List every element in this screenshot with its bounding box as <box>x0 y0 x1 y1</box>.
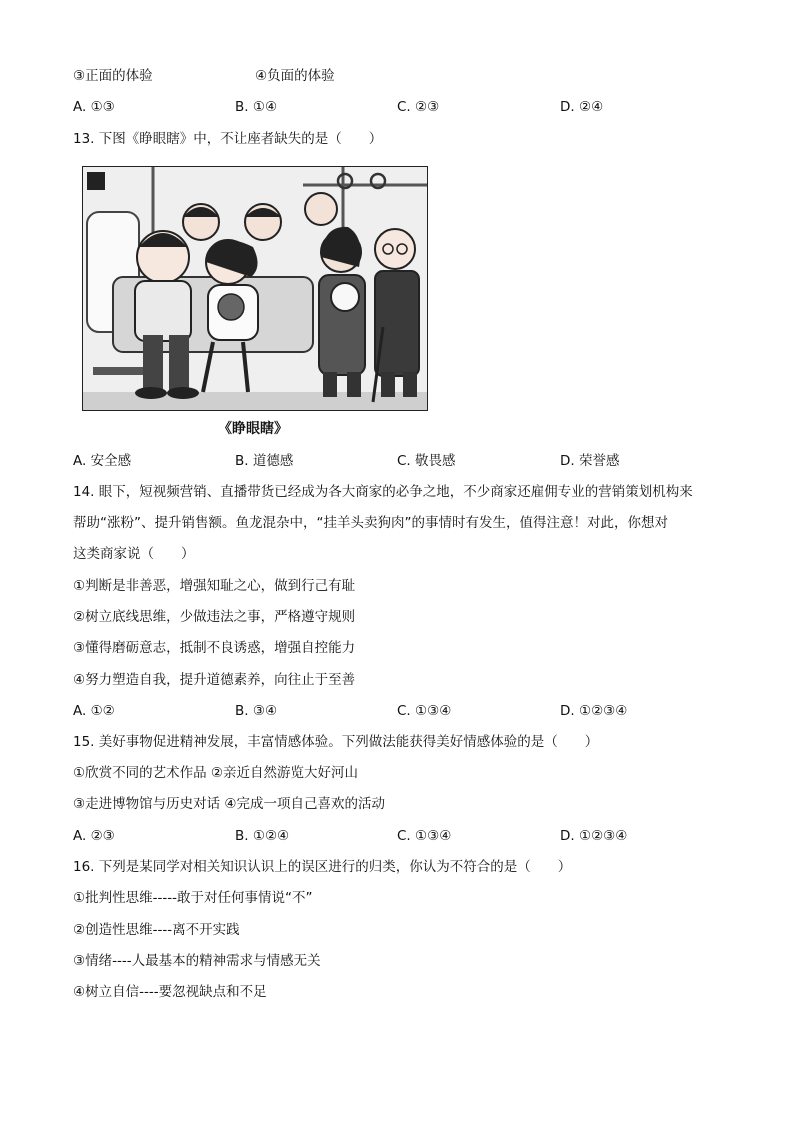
q13-option-c: C. 敬畏感 <box>397 453 456 469</box>
q16-item-2: ②创造性思维----离不开实践 <box>73 922 240 938</box>
cartoon-caption: 《睁眼瞎》 <box>218 421 288 437</box>
q16-item-1: ①批判性思维-----敢于对任何事情说“不” <box>73 890 313 906</box>
q16-item-4: ④树立自信----要忽视缺点和不足 <box>73 984 267 1000</box>
q12-option-c: C. ②③ <box>397 99 440 115</box>
q14-option-d: D. ①②③④ <box>560 703 628 719</box>
q13-option-a: A. 安全感 <box>73 453 132 469</box>
q14-item-4: ④努力塑造自我，提升道德素养，向往止于至善 <box>73 672 356 688</box>
q14-item-2: ②树立底线思维，少做违法之事，严格遵守规则 <box>73 609 356 625</box>
q12-option-b: B. ①④ <box>235 99 278 115</box>
q15-stem: 15. 美好事物促进精神发展，丰富情感体验。下列做法能获得美好情感体验的是（ ） <box>73 734 599 750</box>
q15-option-d: D. ①②③④ <box>560 828 628 844</box>
q14-option-c: C. ①③④ <box>397 703 452 719</box>
q13-option-b: B. 道德感 <box>235 453 294 469</box>
q13-option-d: D. 荣誉感 <box>560 453 620 469</box>
q13-stem: 13. 下图《睁眼瞎》中，不让座者缺失的是（ ） <box>73 131 383 147</box>
q14-stem-line-2: 帮助“涨粉”、提升销售额。鱼龙混杂中，“挂羊头卖狗肉”的事情时有发生，值得注意！对此，你想对 <box>73 515 668 531</box>
q12-item-3: ③正面的体验 <box>73 68 153 84</box>
q14-option-b: B. ③④ <box>235 703 278 719</box>
q15-items-line-2: ③走进博物馆与历史对话 ④完成一项自己喜欢的活动 <box>73 796 385 812</box>
q12-option-d: D. ②④ <box>560 99 604 115</box>
artist-seal-icon <box>87 172 105 190</box>
q16-stem: 16. 下列是某同学对相关知识认识上的误区进行的归类，你认为不符合的是（ ） <box>73 859 572 875</box>
cartoon-image <box>82 166 428 411</box>
q12-item-4: ④负面的体验 <box>255 68 335 84</box>
q15-option-c: C. ①③④ <box>397 828 452 844</box>
q14-option-a: A. ①② <box>73 703 115 719</box>
bus-scene-illustration <box>83 167 428 411</box>
q14-stem-line-1: 14. 眼下，短视频营销、直播带货已经成为各大商家的必争之地，不少商家还雇佣专业的营销策划机构来 <box>73 484 693 500</box>
q14-item-1: ①判断是非善恶，增强知耻之心，做到行己有耻 <box>73 578 356 594</box>
q15-option-b: B. ①②④ <box>235 828 290 844</box>
q12-option-a: A. ①③ <box>73 99 115 115</box>
q15-option-a: A. ②③ <box>73 828 115 844</box>
q16-item-3: ③情绪----人最基本的精神需求与情感无关 <box>73 953 321 969</box>
q14-item-3: ③懂得磨砺意志，抵制不良诱惑，增强自控能力 <box>73 640 356 656</box>
q15-items-line-1: ①欣赏不同的艺术作品 ②亲近自然游览大好河山 <box>73 765 358 781</box>
q14-stem-line-3: 这类商家说（ ） <box>73 546 195 562</box>
